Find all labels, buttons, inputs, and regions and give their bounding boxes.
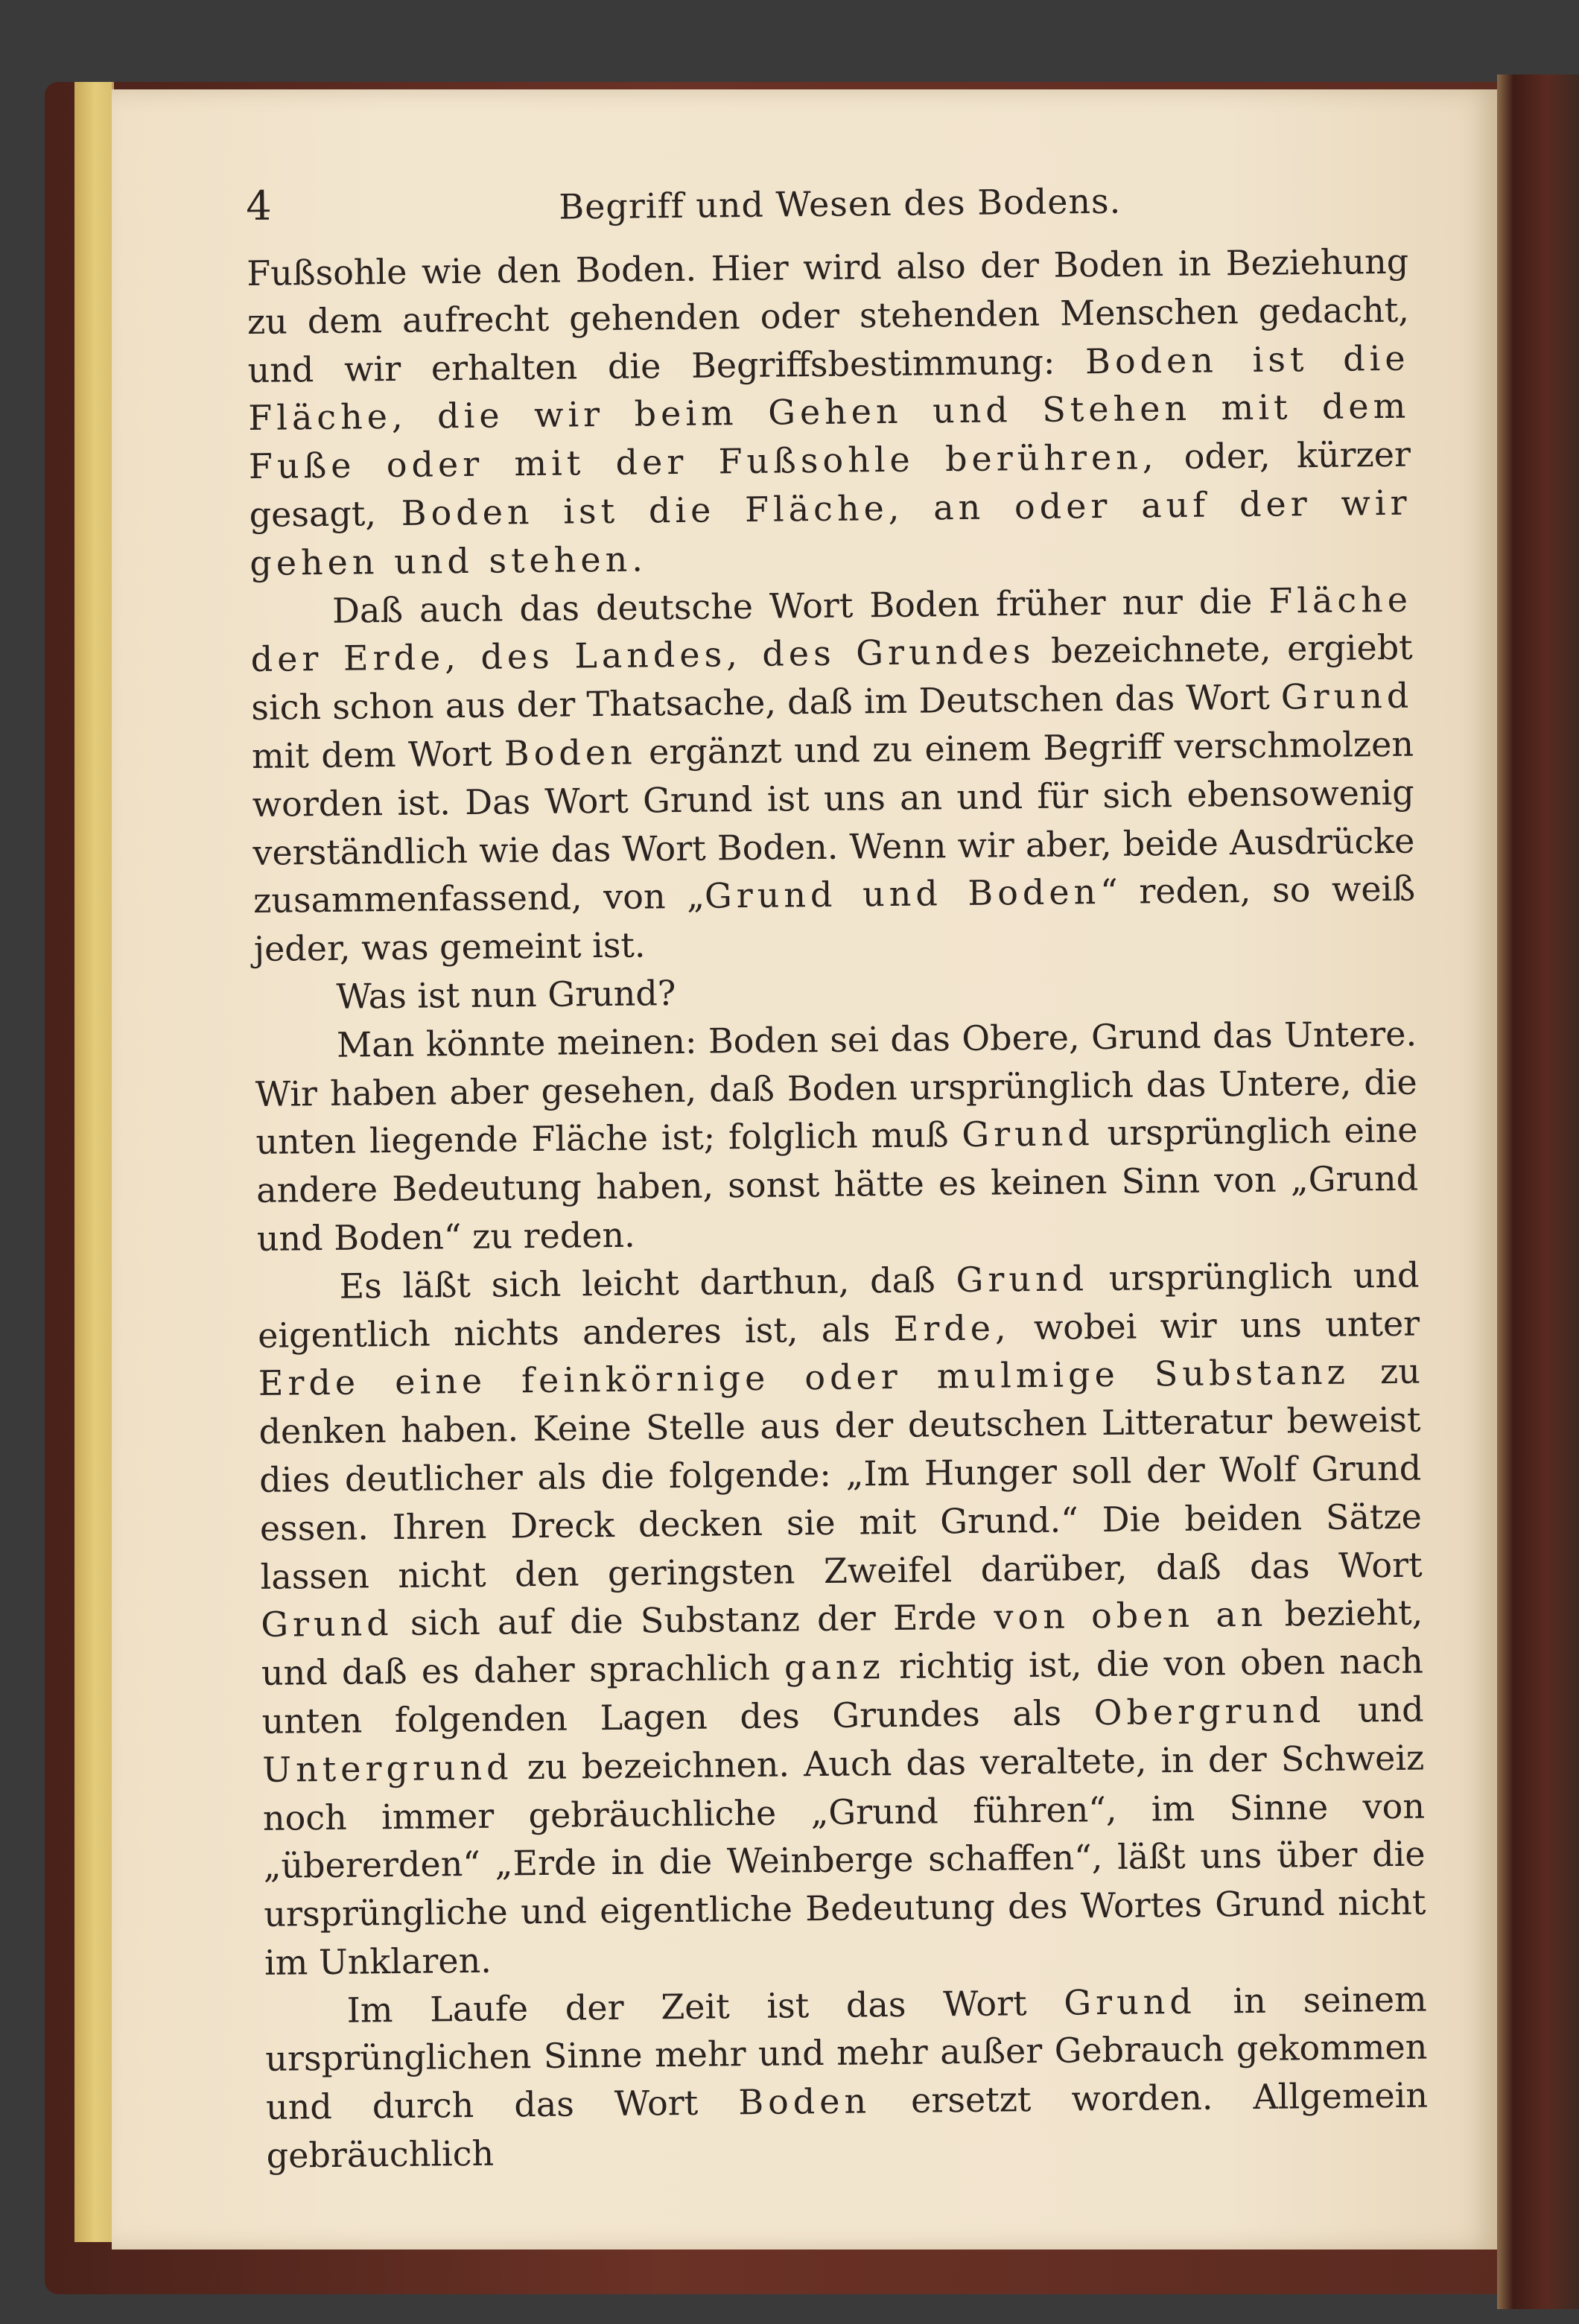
emphasis-text: Obergrund bbox=[1093, 1689, 1326, 1733]
paragraph bbox=[264, 1975, 1429, 2180]
paragraph-text: Es läßt sich leicht darthun, daß bbox=[339, 1259, 956, 1307]
paragraph-text: ergänzt und zu einem Begriff verschmolzen worden ist. Das Wort Grund ist uns an und für sich ebensowenig verständlich wie das Wort Boden. Wenn wir aber, beide Ausdrücke zusammenfassend, von „ bbox=[252, 723, 1415, 921]
paragraph bbox=[257, 1251, 1426, 1987]
running-title: Begriff und Wesen des Bodens. bbox=[559, 180, 1122, 227]
paragraph-text: bezeichnete, ergiebt sich schon aus der Thatsache, daß im Deutschen das Wort bbox=[251, 627, 1413, 728]
paragraph-text: “ reden, so weiß jeder, was gemeint ist. bbox=[253, 868, 1416, 970]
emphasis-text: Erde, bbox=[893, 1307, 1011, 1349]
emphasis-text: Grund bbox=[1280, 675, 1414, 717]
paragraph-text: Was ist nun Grund? bbox=[336, 972, 676, 1017]
paragraph-text: ersetzt worden. Allgemein gebräuchlich bbox=[266, 2074, 1429, 2176]
page-number: 4 bbox=[246, 182, 273, 229]
paragraph bbox=[247, 238, 1412, 588]
page-content bbox=[246, 171, 1429, 2180]
paragraph-text: zu bezeichnen. Auch das veraltete, in der Schweiz noch immer gebräuchliche „Grund führen“, im Sinne von „übererden“ „Erde in die Weinberge schaffen“, läßt uns über die ursprüngliche und eigentliche Bedeutung des Wortes Grund nicht im Unklaren. bbox=[262, 1737, 1426, 1983]
emphasis-text: Grund bbox=[962, 1113, 1095, 1155]
emphasis-text: Fläche der Erde, des Landes, des Grundes bbox=[250, 579, 1413, 680]
paragraph-text: wobei wir uns unter bbox=[1010, 1303, 1420, 1347]
paragraph-text: sich auf die Substanz der Erde bbox=[393, 1596, 994, 1644]
paragraph-text: ursprünglich und eigentlich nichts anderes ist, als bbox=[257, 1254, 1420, 1356]
paragraph-text: richtig ist, die von oben nach unten folgenden Lagen des Grundes als bbox=[261, 1640, 1424, 1742]
paragraph-text: Man könnte meinen: Boden sei das Obere, Grund das Untere. Wir haben aber gesehen, daß Boden ursprünglich das Untere, die unten liegende Fläche ist; folglich muß bbox=[255, 1013, 1418, 1163]
paragraph bbox=[255, 1009, 1419, 1263]
emphasis-text: Grund bbox=[956, 1257, 1089, 1300]
emphasis-text: Grund und Boden bbox=[704, 872, 1101, 916]
emphasis-text: Erde eine feinkörnige oder mulmige Substanz bbox=[258, 1351, 1350, 1404]
paragraph-text: zu denken haben. Keine Stelle aus der deutschen Litteratur beweist dies deutlicher als die folgende: „Im Hunger soll der Wolf Grund essen. Ihren Dreck decken sie mit Grund.“ Die beiden Sätze lassen nicht den geringsten Zweifel darüber, daß das Wort bbox=[258, 1350, 1423, 1597]
emphasis-text: Boden bbox=[503, 731, 637, 774]
paragraph-text: mit dem Wort bbox=[251, 733, 505, 776]
paragraph-text: Fußsohle wie den Boden. Hier wird also der Boden in Beziehung zu dem aufrecht gehenden oder stehenden Menschen gedacht, und wir erhalten die Begriffsbestimmung: bbox=[246, 241, 1410, 390]
book-gutter bbox=[1497, 74, 1579, 2309]
paragraph-text: Im Laufe der Zeit ist das Wort bbox=[346, 1982, 1064, 2031]
emphasis-text: Boden bbox=[737, 2080, 871, 2123]
emphasis-text: Boden ist die Fläche, an oder auf der wir gehen und stehen. bbox=[250, 482, 1411, 583]
paragraph-text: in seinem ursprünglichen Sinne mehr und mehr außer Gebrauch gekommen und durch das Wort bbox=[265, 1978, 1428, 2128]
page-block-edge bbox=[74, 82, 114, 2242]
paragraph bbox=[250, 575, 1416, 974]
emphasis-text: von oben an bbox=[994, 1594, 1268, 1637]
emphasis-text: Untergrund bbox=[262, 1747, 513, 1790]
body-text bbox=[247, 238, 1429, 2180]
paragraph-text: und bbox=[1324, 1689, 1424, 1730]
paragraph-text: ursprünglich eine andere Bedeutung haben, sonst hätte es keinen Sinn von „Grund und Boden“ zu reden. bbox=[255, 1109, 1419, 1259]
paragraph-text: oder, kürzer gesagt, bbox=[249, 434, 1411, 535]
paragraph-text: bezieht, und daß es daher sprachlich bbox=[261, 1592, 1423, 1693]
paragraph-text: Daß auch das deutsche Wort Boden früher nur die bbox=[331, 580, 1269, 631]
emphasis-text: Boden ist die Fläche, die wir beim Gehen und Stehen mit dem Fuße oder mit der Fußsohle berühren, bbox=[248, 337, 1411, 487]
emphasis-text: Grund bbox=[260, 1603, 393, 1645]
page-header bbox=[246, 171, 1408, 250]
emphasis-text: Grund bbox=[1064, 1981, 1197, 2023]
emphasis-text: ganz bbox=[784, 1646, 886, 1688]
